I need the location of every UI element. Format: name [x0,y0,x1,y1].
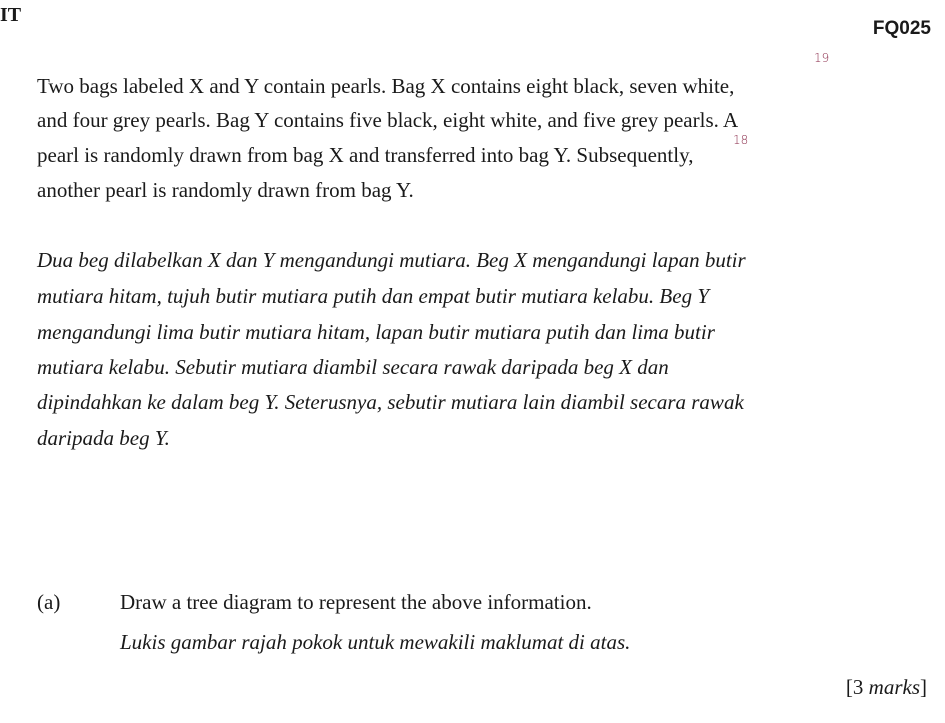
text-line: Two bags labeled X and Y contain pearls. Bag X contains eight black, seven white, [37,74,735,98]
marks-open: [3 [845,675,869,699]
text-line: dipindahkan ke dalam beg Y. Seterusnya, sebutir mutiara lain diambil secara rawak [37,390,744,414]
marks-close: ] [920,675,927,699]
text-line: daripada beg Y. [37,426,170,450]
header-left: IT [0,4,22,26]
text-line: pearl is randomly drawn from bag X and transferred into bag Y. Subsequently, [37,143,694,167]
course-code: FQ025 [872,18,931,39]
handwritten-note-18: 18 [733,133,749,147]
marks-word: marks [868,675,920,699]
question-label: (a) [37,590,61,614]
text-line: mutiara hitam, tujuh butir mutiara putih dan empat butir mutiara kelabu. Beg Y [37,284,709,308]
question-text-malay: Lukis gambar rajah pokok untuk mewakili maklumat di atas. [120,630,631,654]
text-line: and four grey pearls. Bag Y contains five black, eight white, and five grey pearls. A [37,108,739,132]
marks-label [846,675,927,699]
handwritten-note-19: 19 [814,51,830,65]
text-line: mengandungi lima butir mutiara hitam, lapan butir mutiara putih dan lima butir [37,320,715,344]
question-text: Draw a tree diagram to represent the above information. [120,590,592,614]
text-line: Dua beg dilabelkan X dan Y mengandungi mutiara. Beg X mengandungi lapan butir [37,248,746,272]
text-line: mutiara kelabu. Sebutir mutiara diambil secara rawak daripada beg X dan [37,355,669,379]
text-line: another pearl is randomly drawn from bag Y. [37,178,414,202]
